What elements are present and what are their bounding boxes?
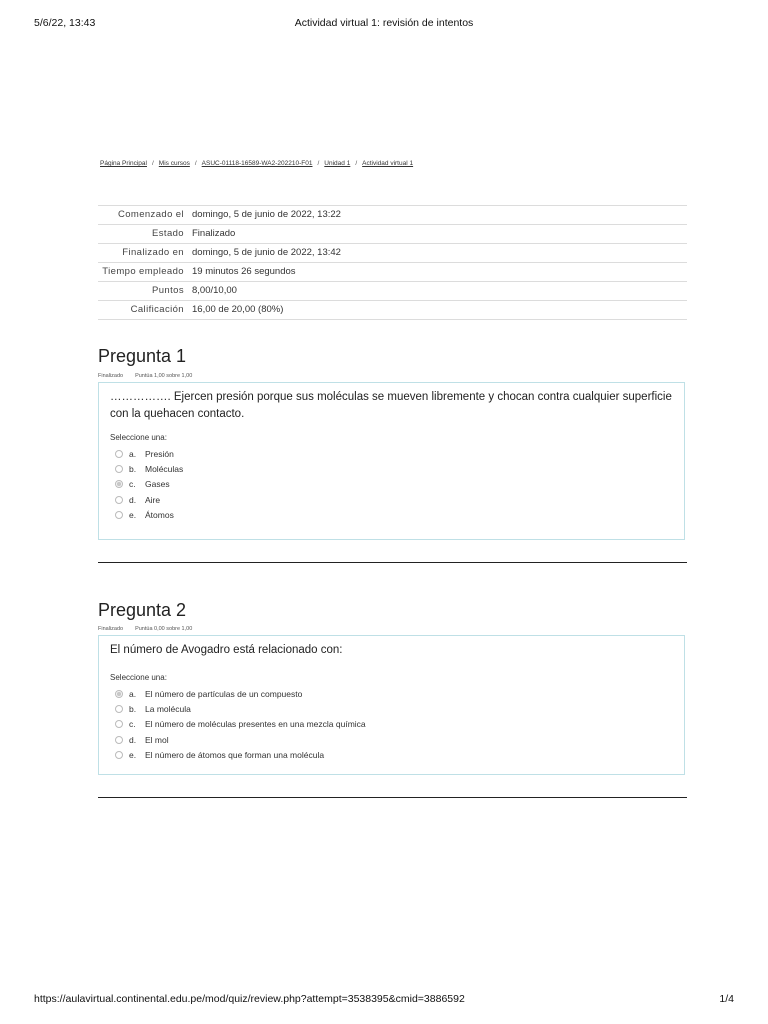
option-text: El mol bbox=[145, 734, 169, 745]
question-1-status: Finalizado bbox=[98, 373, 124, 379]
option-text: La molécula bbox=[145, 703, 191, 714]
question-2-meta bbox=[98, 626, 204, 632]
option-letter: d. bbox=[129, 734, 137, 745]
radio-button[interactable] bbox=[115, 705, 123, 713]
print-title: Actividad virtual 1: revisión de intentos bbox=[294, 17, 474, 29]
question-1-box bbox=[98, 382, 685, 540]
option-letter: a. bbox=[129, 688, 137, 699]
question-2-status: Finalizado bbox=[98, 626, 124, 632]
option-letter: c. bbox=[129, 479, 136, 490]
option-text: El número de partículas de un compuesto bbox=[145, 688, 303, 699]
summary-row-state bbox=[98, 225, 687, 244]
option-text: El número de átomos que forman una molécula bbox=[145, 749, 325, 760]
print-url: https://aulavirtual.continental.edu.pe/mod/quiz/review.php?attempt=3538395&cmid=3886592 bbox=[34, 993, 465, 1005]
question-2-select-label: Seleccione una: bbox=[110, 673, 167, 682]
option-text: El número de moléculas presentes en una mezcla química bbox=[145, 719, 366, 730]
radio-button[interactable] bbox=[115, 751, 123, 759]
answer-option[interactable] bbox=[110, 732, 673, 747]
question-2-title: Pregunta 2 bbox=[98, 600, 187, 620]
print-page-number: 1/4 bbox=[719, 993, 734, 1005]
breadcrumb-link-course[interactable]: ASUC-01118-16589-WA2-202210-F01 bbox=[201, 160, 313, 167]
option-text: Presión bbox=[145, 448, 174, 459]
print-date: 5/6/22, 13:43 bbox=[34, 17, 96, 29]
summary-row-started bbox=[98, 206, 687, 225]
question-2-text: El número de Avogadro está relacionado con: bbox=[110, 644, 343, 656]
radio-button[interactable] bbox=[115, 465, 123, 473]
answer-option[interactable] bbox=[110, 477, 673, 492]
breadcrumb-link-unit[interactable]: Unidad 1 bbox=[324, 160, 351, 167]
question-2-options bbox=[110, 686, 673, 762]
option-letter: b. bbox=[129, 463, 137, 474]
radio-button[interactable] bbox=[115, 450, 123, 458]
summary-row-time bbox=[98, 263, 687, 282]
question-1-select-label: Seleccione una: bbox=[110, 433, 167, 442]
question-1-options bbox=[110, 446, 673, 522]
answer-option[interactable] bbox=[110, 446, 673, 461]
question-1-title: Pregunta 1 bbox=[98, 346, 187, 366]
summary-row-points bbox=[98, 282, 687, 301]
question-1-meta bbox=[98, 373, 204, 379]
answer-option[interactable] bbox=[110, 492, 673, 507]
question-1-score: Puntúa 1,00 sobre 1,00 bbox=[135, 373, 193, 379]
option-letter: d. bbox=[129, 494, 137, 505]
option-letter: e. bbox=[129, 749, 137, 760]
question-divider bbox=[98, 797, 687, 798]
question-2-box bbox=[98, 635, 685, 775]
answer-option[interactable] bbox=[110, 461, 673, 476]
summary-row-grade bbox=[98, 301, 687, 320]
breadcrumb-link-my-courses[interactable]: Mis cursos bbox=[158, 160, 190, 167]
summary-label: Finalizado en bbox=[122, 247, 184, 258]
summary-value: 19 minutos 26 segundos bbox=[192, 266, 296, 277]
attempt-summary-table bbox=[98, 205, 687, 320]
option-letter: a. bbox=[129, 448, 137, 459]
summary-value: 16,00 de 20,00 (80%) bbox=[192, 304, 284, 315]
question-1-text: ……………. Ejercen presión porque sus moléculas se mueven libremente y chocan contra cualquier superficie con la quehacen contacto. bbox=[110, 391, 672, 420]
question-2-score: Puntúa 0,00 sobre 1,00 bbox=[135, 626, 193, 632]
option-letter: b. bbox=[129, 703, 137, 714]
answer-option[interactable] bbox=[110, 701, 673, 716]
radio-button[interactable] bbox=[115, 511, 123, 519]
summary-label: Calificación bbox=[130, 304, 184, 315]
radio-button[interactable] bbox=[115, 496, 123, 504]
option-text: Átomos bbox=[145, 509, 174, 520]
summary-label: Comenzado el bbox=[117, 209, 184, 220]
option-letter: e. bbox=[129, 509, 137, 520]
summary-value: Finalizado bbox=[192, 228, 236, 239]
option-text: Gases bbox=[145, 479, 170, 490]
radio-button[interactable] bbox=[115, 736, 123, 744]
summary-label: Estado bbox=[152, 228, 184, 239]
radio-button[interactable] bbox=[115, 690, 123, 698]
option-letter: c. bbox=[129, 719, 136, 730]
breadcrumb-link-activity[interactable]: Actividad virtual 1 bbox=[362, 160, 414, 167]
summary-value: 8,00/10,00 bbox=[192, 285, 237, 296]
summary-value: domingo, 5 de junio de 2022, 13:42 bbox=[192, 247, 341, 258]
answer-option[interactable] bbox=[110, 717, 673, 732]
radio-button[interactable] bbox=[115, 480, 123, 488]
summary-label: Tiempo empleado bbox=[102, 266, 184, 277]
option-text: Moléculas bbox=[145, 463, 184, 474]
breadcrumb-link-home[interactable]: Página Principal bbox=[100, 160, 147, 167]
answer-option[interactable] bbox=[110, 686, 673, 701]
radio-button[interactable] bbox=[115, 720, 123, 728]
summary-row-finished bbox=[98, 244, 687, 263]
answer-option[interactable] bbox=[110, 507, 673, 522]
option-text: Aire bbox=[145, 494, 161, 505]
summary-value: domingo, 5 de junio de 2022, 13:22 bbox=[192, 209, 341, 220]
question-divider bbox=[98, 562, 687, 563]
summary-label: Puntos bbox=[152, 285, 184, 296]
breadcrumb: Página Principal / Mis cursos / ASUC-01118-16589-WA2-202210-F01 / Unidad 1 / Actividad virtual 1 bbox=[100, 160, 414, 167]
answer-option[interactable] bbox=[110, 747, 673, 762]
